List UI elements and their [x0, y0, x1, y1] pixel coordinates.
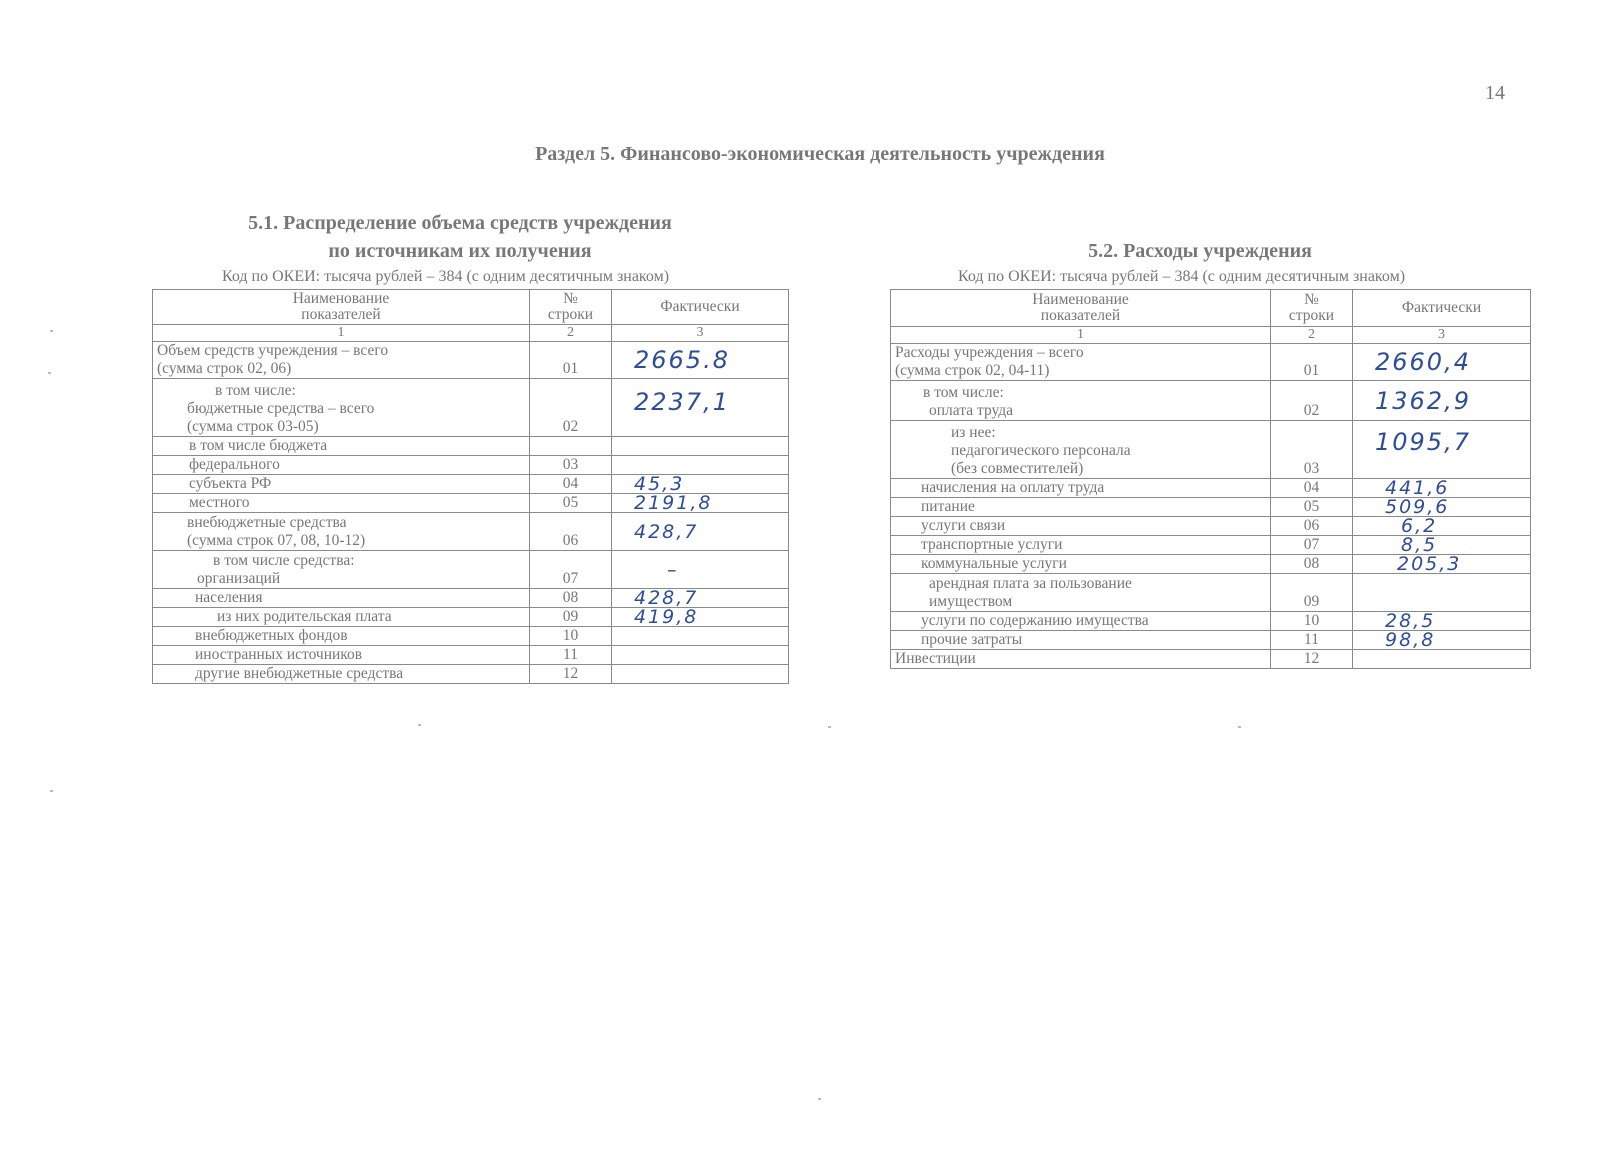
handwritten-value: 28,5 — [1353, 612, 1531, 631]
sources-okei: Код по ОКЕИ: тысяча рублей – 384 (с одним десятичным знаком) — [222, 268, 670, 285]
table-row: в том числе: бюджетные средства – всего (сумма строк 03-05) 02 2237,1 — [153, 379, 789, 437]
sources-title-line1: 5.1. Распределение объема средств учреждения — [248, 212, 672, 234]
expenses-title: 5.2. Расходы учреждения — [1088, 240, 1312, 262]
scan-speck — [418, 724, 421, 726]
table-row: Объем средств учреждения – всего (сумма строк 02, 06) 01 2665.8 — [153, 342, 789, 379]
handwritten-value: 441,6 — [1353, 479, 1531, 498]
handwritten-value: 1095,7 — [1353, 421, 1531, 479]
handwritten-value: 509,6 — [1353, 498, 1531, 517]
handwritten-value: 428,7 — [612, 589, 789, 608]
handwritten-value: 205,3 — [1353, 555, 1531, 574]
header-code: № строки — [1271, 290, 1353, 327]
handwritten-value: 2660,4 — [1353, 344, 1531, 381]
header-code: № строки — [530, 290, 612, 325]
table-row: прочие затраты 11 98,8 — [891, 631, 1531, 650]
table-row: арендная плата за пользование имуществом 09 — [891, 574, 1531, 612]
scan-speck — [818, 1098, 821, 1100]
table-row: питание 05 509,6 — [891, 498, 1531, 517]
scan-speck — [1238, 726, 1241, 728]
table-row: из них родительская плата 09 419,8 — [153, 608, 789, 627]
handwritten-value: 98,8 — [1353, 631, 1531, 650]
expenses-okei: Код по ОКЕИ: тысяча рублей – 384 (с одним десятичным знаком) — [958, 268, 1406, 285]
handwritten-value: 6,2 — [1353, 517, 1531, 536]
handwritten-value: 1362,9 — [1353, 381, 1531, 421]
table-row: внебюджетных фондов 10 — [153, 627, 789, 646]
table-row: другие внебюджетные средства 12 — [153, 665, 789, 684]
header-value: Фактически — [1353, 290, 1531, 327]
handwritten-value: 2237,1 — [612, 379, 789, 437]
table-row: Инвестиции 12 — [891, 650, 1531, 669]
handwritten-value: 2665.8 — [612, 342, 789, 379]
header-name: Наименование показателей — [153, 290, 530, 325]
table-row: из нее: педагогического персонала (без совместителей) 03 1095,7 — [891, 421, 1531, 479]
scan-speck — [50, 330, 53, 332]
handwritten-value: 419,8 — [612, 608, 789, 627]
table-header-row — [153, 290, 789, 325]
handwritten-value: 428,7 — [612, 513, 789, 551]
scan-speck — [48, 372, 51, 374]
table-row: начисления на оплату труда 04 441,6 — [891, 479, 1531, 498]
table-index-row: 1 2 3 — [153, 325, 789, 342]
page-number: 14 — [1485, 82, 1505, 104]
table-row: местного 05 2191,8 — [153, 494, 789, 513]
table-row: федерального 03 — [153, 456, 789, 475]
table-row: населения 08 428,7 — [153, 589, 789, 608]
section-title: Раздел 5. Финансово-экономическая деятельность учреждения — [535, 143, 1105, 165]
expenses-table — [890, 289, 1531, 669]
table-row: в том числе средства: организаций 07 – — [153, 551, 789, 589]
table-header-row — [891, 290, 1531, 327]
table-row: Расходы учреждения – всего (сумма строк 02, 04-11) 01 2660,4 — [891, 344, 1531, 381]
sources-table — [152, 289, 789, 684]
table-row: коммунальные услуги 08 205,3 — [891, 555, 1531, 574]
table-row: услуги связи 06 6,2 — [891, 517, 1531, 536]
table-row: в том числе бюджета — [153, 437, 789, 456]
header-value: Фактически — [612, 290, 789, 325]
handwritten-value: 45,3 — [612, 475, 789, 494]
scan-speck — [828, 726, 831, 728]
handwritten-value: – — [612, 551, 789, 589]
handwritten-value: 8,5 — [1353, 536, 1531, 555]
table-row: иностранных источников 11 — [153, 646, 789, 665]
table-index-row: 1 2 3 — [891, 327, 1531, 344]
table-row: в том числе: оплата труда 02 1362,9 — [891, 381, 1531, 421]
table-row: транспортные услуги 07 8,5 — [891, 536, 1531, 555]
table-row: услуги по содержанию имущества 10 28,5 — [891, 612, 1531, 631]
header-name: Наименование показателей — [891, 290, 1271, 327]
scan-speck — [50, 790, 53, 792]
handwritten-value: 2191,8 — [612, 494, 789, 513]
sources-title-line2: по источникам их получения — [328, 240, 592, 262]
sources-title — [200, 209, 720, 265]
table-row: внебюджетные средства (сумма строк 07, 08, 10-12) 06 428,7 — [153, 513, 789, 551]
table-row: субъекта РФ 04 45,3 — [153, 475, 789, 494]
